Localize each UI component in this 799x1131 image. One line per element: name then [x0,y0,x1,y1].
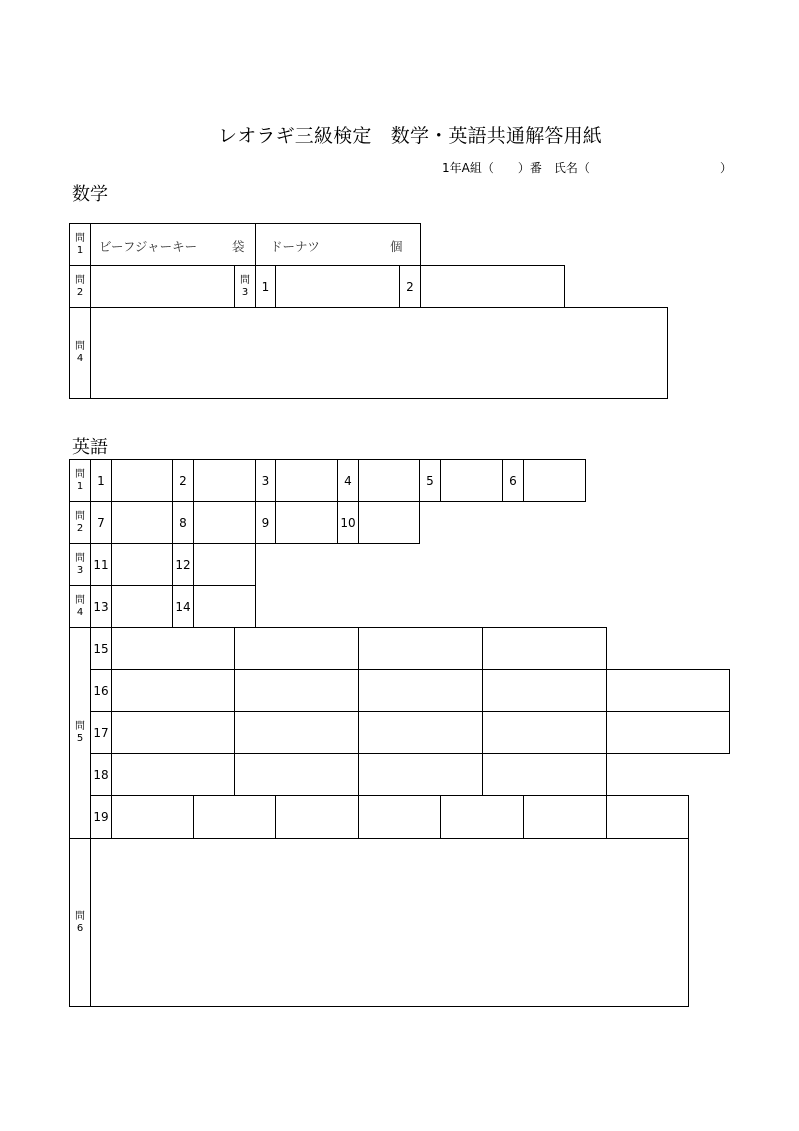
english-item-16-answer-c[interactable] [358,669,483,712]
english-item-16-answer-a[interactable] [111,669,235,712]
student-info-line [442,159,732,176]
english-item-6-label: 6 [502,459,524,502]
english-q4-label: 問 4 [69,585,91,628]
english-item-10-label: 10 [337,501,359,544]
english-item-17-answer-e[interactable] [606,711,730,754]
english-item-15-label: 15 [90,627,112,670]
english-item-2-answer[interactable] [193,459,256,502]
math-q1-item2: ドーナツ [270,239,320,254]
english-item-18-answer-a[interactable] [111,753,235,796]
english-item-19-answer-g[interactable] [606,795,689,839]
english-item-8-answer[interactable] [193,501,256,544]
math-q3-sub1-label: 1 [255,265,276,308]
english-item-18-answer-d[interactable] [482,753,607,796]
english-item-8-label: 8 [172,501,194,544]
math-q2-label: 問 2 [69,265,91,308]
math-q3-sub2-label: 2 [399,265,421,308]
math-q1-label: 問 1 [69,223,91,266]
math-q1-unit2: 個 [390,239,403,254]
english-item-15-answer-b[interactable] [234,627,359,670]
math-q3-label: 問 3 [234,265,256,308]
math-q2-answer[interactable] [90,265,235,308]
english-item-10-answer[interactable] [358,501,420,544]
english-item-18-answer-c[interactable] [358,753,483,796]
math-q1-unit1: 袋 [232,239,245,254]
english-item-4-answer[interactable] [358,459,420,502]
english-item-13-answer[interactable] [111,585,173,628]
english-item-4-label: 4 [337,459,359,502]
math-q1-answer-donuts[interactable] [255,223,421,266]
english-item-16-answer-d[interactable] [482,669,607,712]
english-item-18-answer-b[interactable] [234,753,359,796]
english-item-5-answer[interactable] [440,459,503,502]
english-item-1-answer[interactable] [111,459,173,502]
english-item-9-label: 9 [255,501,276,544]
english-item-19-answer-f[interactable] [523,795,607,839]
english-item-19-answer-e[interactable] [440,795,524,839]
english-item-9-answer[interactable] [275,501,338,544]
english-heading: 英語 [72,437,108,458]
english-item-17-label: 17 [90,711,112,754]
english-item-11-label: 11 [90,543,112,586]
student-info-suffix: ） [719,161,732,175]
english-q6-answer[interactable] [90,838,689,1007]
english-item-15-answer-a[interactable] [111,627,235,670]
english-item-18-label: 18 [90,753,112,796]
english-item-16-answer-b[interactable] [234,669,359,712]
math-q3-sub1-answer[interactable] [275,265,400,308]
english-item-17-answer-c[interactable] [358,711,483,754]
english-item-12-label: 12 [172,543,194,586]
english-item-14-label: 14 [172,585,194,628]
english-item-16-answer-e[interactable] [606,669,730,712]
english-item-3-answer[interactable] [275,459,338,502]
english-item-17-answer-a[interactable] [111,711,235,754]
english-item-19-answer-a[interactable] [111,795,194,839]
english-q5-label: 問 5 [69,627,91,839]
english-item-19-answer-b[interactable] [193,795,276,839]
english-item-19-answer-d[interactable] [358,795,441,839]
math-q3-sub2-answer[interactable] [420,265,565,308]
english-item-1-label: 1 [90,459,112,502]
english-item-14-answer[interactable] [193,585,256,628]
english-item-15-answer-c[interactable] [358,627,483,670]
math-heading: 数学 [72,184,108,205]
english-item-7-label: 7 [90,501,112,544]
english-q1-label: 問 1 [69,459,91,502]
english-q6-label: 問 6 [69,838,91,1007]
english-item-19-label: 19 [90,795,112,839]
english-q2-label: 問 2 [69,501,91,544]
math-q1-answer-bags[interactable] [90,223,256,266]
page-title: レオラギ三級検定 数学・英語共通解答用紙 [218,125,603,147]
english-item-2-label: 2 [172,459,194,502]
math-q4-label: 問 4 [69,307,91,399]
math-q1-item1: ビーフジャーキー [99,239,198,254]
english-item-12-answer[interactable] [193,543,256,586]
english-item-13-label: 13 [90,585,112,628]
english-item-17-answer-b[interactable] [234,711,359,754]
english-item-3-label: 3 [255,459,276,502]
english-item-17-answer-d[interactable] [482,711,607,754]
english-item-15-answer-d[interactable] [482,627,607,670]
english-item-5-label: 5 [419,459,441,502]
math-q4-answer[interactable] [90,307,668,399]
english-item-7-answer[interactable] [111,501,173,544]
english-item-11-answer[interactable] [111,543,173,586]
english-item-19-answer-c[interactable] [275,795,359,839]
english-item-6-answer[interactable] [523,459,586,502]
english-item-16-label: 16 [90,669,112,712]
english-q3-label: 問 3 [69,543,91,586]
student-info-prefix: 1年A組（ ）番 氏名（ [442,161,590,175]
